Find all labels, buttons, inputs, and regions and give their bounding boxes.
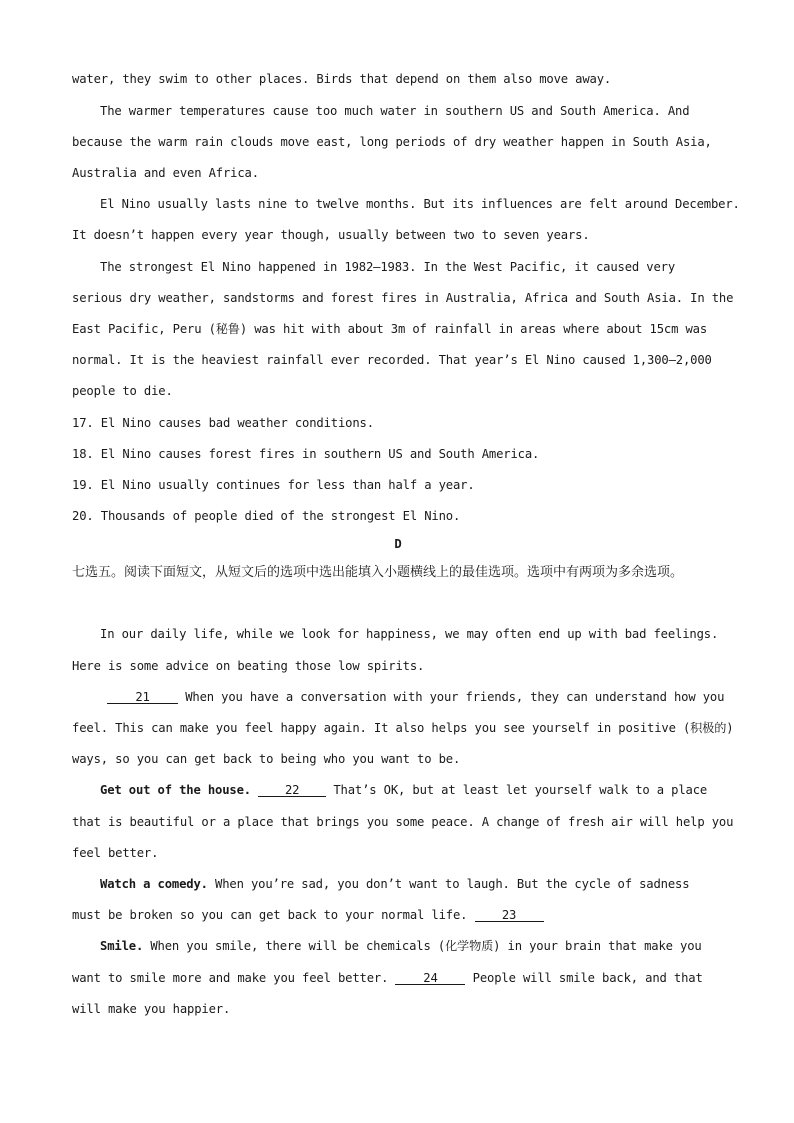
paragraph-line: Here is some advice on beating those low spirits. bbox=[72, 659, 425, 673]
paragraph-line: The warmer temperatures cause too much water in southern US and South America. And bbox=[100, 104, 690, 118]
paragraph-line: 21 When you have a conversation with your friends, they can understand how you bbox=[107, 690, 724, 704]
paragraph-line: In our daily life, while we look for happiness, we may often end up with bad feelings. bbox=[100, 627, 719, 641]
paragraph-line: Smile. When you smile, there will be chemicals (化学物质) in your brain that make you bbox=[100, 939, 702, 953]
paragraph-line: must be broken so you can get back to your normal life. 23 bbox=[72, 908, 544, 922]
blank-24[interactable]: 24 bbox=[395, 972, 465, 985]
blank-22[interactable]: 22 bbox=[258, 784, 326, 797]
question-18: 18. El Nino causes forest fires in southern US and South America. bbox=[72, 447, 540, 461]
paragraph-line: Watch a comedy. When you’re sad, you don’t want to laugh. But the cycle of sadness bbox=[100, 877, 690, 891]
paragraph-line: East Pacific, Peru (秘鲁) was hit with about 3m of rainfall in areas where about 15cm was bbox=[72, 322, 708, 336]
question-17: 17. El Nino causes bad weather conditions. bbox=[72, 416, 374, 430]
paragraph-line: that is beautiful or a place that brings you some peace. A change of fresh air will help you bbox=[72, 815, 734, 829]
tip-heading: Smile. bbox=[100, 939, 144, 953]
section-instruction: 七选五。阅读下面短文，从短文后的选项中选出能填入小题横线上的最佳选项。选项中有两项为多余选项。 bbox=[72, 565, 684, 580]
paragraph-line: water, they swim to other places. Birds that depend on them also move away. bbox=[72, 72, 612, 86]
blank-23[interactable]: 23 bbox=[475, 909, 544, 922]
tip-heading: Watch a comedy. bbox=[100, 877, 208, 891]
paragraph-line: want to smile more and make you feel better. 24 People will smile back, and that bbox=[72, 971, 703, 985]
paragraph-line: feel. This can make you feel happy again. It also helps you see yourself in positive (积极的) bbox=[72, 721, 734, 735]
tip-heading: Get out of the house. bbox=[100, 783, 251, 797]
section-label-d: D bbox=[394, 537, 402, 551]
paragraph-line: feel better. bbox=[72, 846, 159, 860]
paragraph-line: El Nino usually lasts nine to twelve months. But its influences are felt around December. bbox=[100, 197, 740, 211]
paragraph-line: will make you happier. bbox=[72, 1002, 231, 1016]
blank-21[interactable]: 21 bbox=[107, 691, 178, 704]
paragraph-line: It doesn’t happen every year though, usually between two to seven years. bbox=[72, 228, 590, 242]
paragraph-line: because the warm rain clouds move east, long periods of dry weather happen in South Asia, bbox=[72, 135, 712, 149]
paragraph-line: Get out of the house. 22 That’s OK, but at least let yourself walk to a place bbox=[100, 783, 708, 797]
paragraph-line: serious dry weather, sandstorms and forest fires in Australia, Africa and South Asia. In the bbox=[72, 291, 734, 305]
paragraph-line: The strongest El Nino happened in 1982—1983. In the West Pacific, it caused very bbox=[100, 260, 675, 274]
paragraph-line: ways, so you can get back to being who you want to be. bbox=[72, 752, 461, 766]
paragraph-line: normal. It is the heaviest rainfall ever recorded. That year’s El Nino caused 1,300—2,000 bbox=[72, 353, 712, 367]
paragraph-line: Australia and even Africa. bbox=[72, 166, 259, 180]
question-20: 20. Thousands of people died of the strongest El Nino. bbox=[72, 509, 461, 523]
question-19: 19. El Nino usually continues for less than half a year. bbox=[72, 478, 475, 492]
paragraph-line: people to die. bbox=[72, 384, 173, 398]
